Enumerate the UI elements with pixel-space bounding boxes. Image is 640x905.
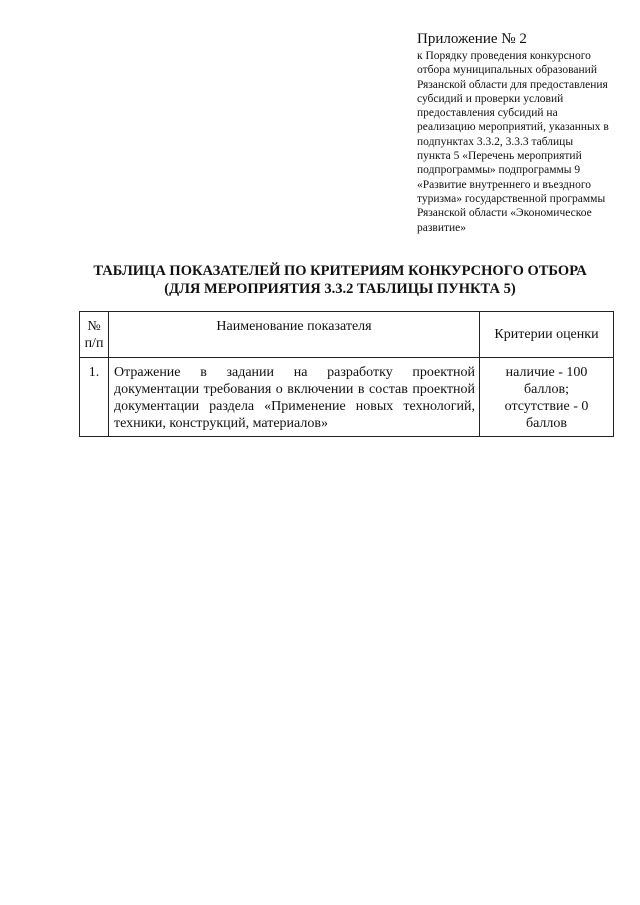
appendix-block — [417, 30, 627, 235]
header-number — [80, 312, 109, 358]
header-number-symbol: № — [87, 318, 101, 334]
appendix-line: отбора муниципальных образований — [417, 64, 597, 77]
document-title-line: ТАБЛИЦА ПОКАЗАТЕЛЕЙ ПО КРИТЕРИЯМ КОНКУРСНОГО ОТБОРА — [93, 263, 587, 279]
document-title-line: (ДЛЯ МЕРОПРИЯТИЯ 3.3.2 ТАБЛИЦЫ ПУНКТА 5) — [164, 281, 516, 297]
appendix-text — [417, 49, 627, 235]
table-row — [80, 358, 614, 437]
appendix-line: пункта 5 «Перечень мероприятий — [417, 150, 582, 163]
header-number-abbr: п/п — [84, 335, 104, 351]
appendix-line: реализацию мероприятий, указанных в — [417, 121, 609, 134]
criteria-line: баллов; — [524, 382, 569, 397]
row-criteria — [480, 358, 614, 437]
criteria-line: наличие - 100 — [505, 365, 588, 380]
appendix-line: подпунктах 3.3.2, 3.3.3 таблицы — [417, 135, 574, 148]
criteria-line: отсутствие - 0 — [504, 399, 589, 414]
document-title — [60, 262, 620, 298]
header-criteria: Критерии оценки — [480, 312, 614, 358]
appendix-line: туризма» государственной программы — [417, 192, 606, 205]
table-header-row — [80, 312, 614, 358]
appendix-line: Рязанской области для предоставления — [417, 78, 608, 91]
appendix-line: развитие» — [417, 221, 467, 234]
appendix-line: Рязанской области «Экономическое — [417, 207, 592, 220]
row-indicator-name: Отражение в задании на разработку проектной документации требования о включении в состав проектной документации раздела «Применение новых технологий, техники, конструкций, материалов» — [109, 358, 480, 437]
appendix-line: к Порядку проведения конкурсного — [417, 50, 591, 62]
header-indicator-name: Наименование показателя — [109, 312, 480, 358]
appendix-line: «Развитие внутреннего и въездного — [417, 178, 591, 191]
appendix-title: Приложение № 2 — [417, 31, 527, 47]
appendix-line: предоставления субсидий на — [417, 107, 558, 120]
criteria-table — [79, 311, 614, 437]
appendix-line: субсидий и проверки условий — [417, 92, 564, 105]
appendix-line: подпрограммы» подпрограммы 9 — [417, 164, 581, 177]
row-number: 1. — [80, 358, 109, 437]
criteria-line: баллов — [525, 416, 568, 431]
